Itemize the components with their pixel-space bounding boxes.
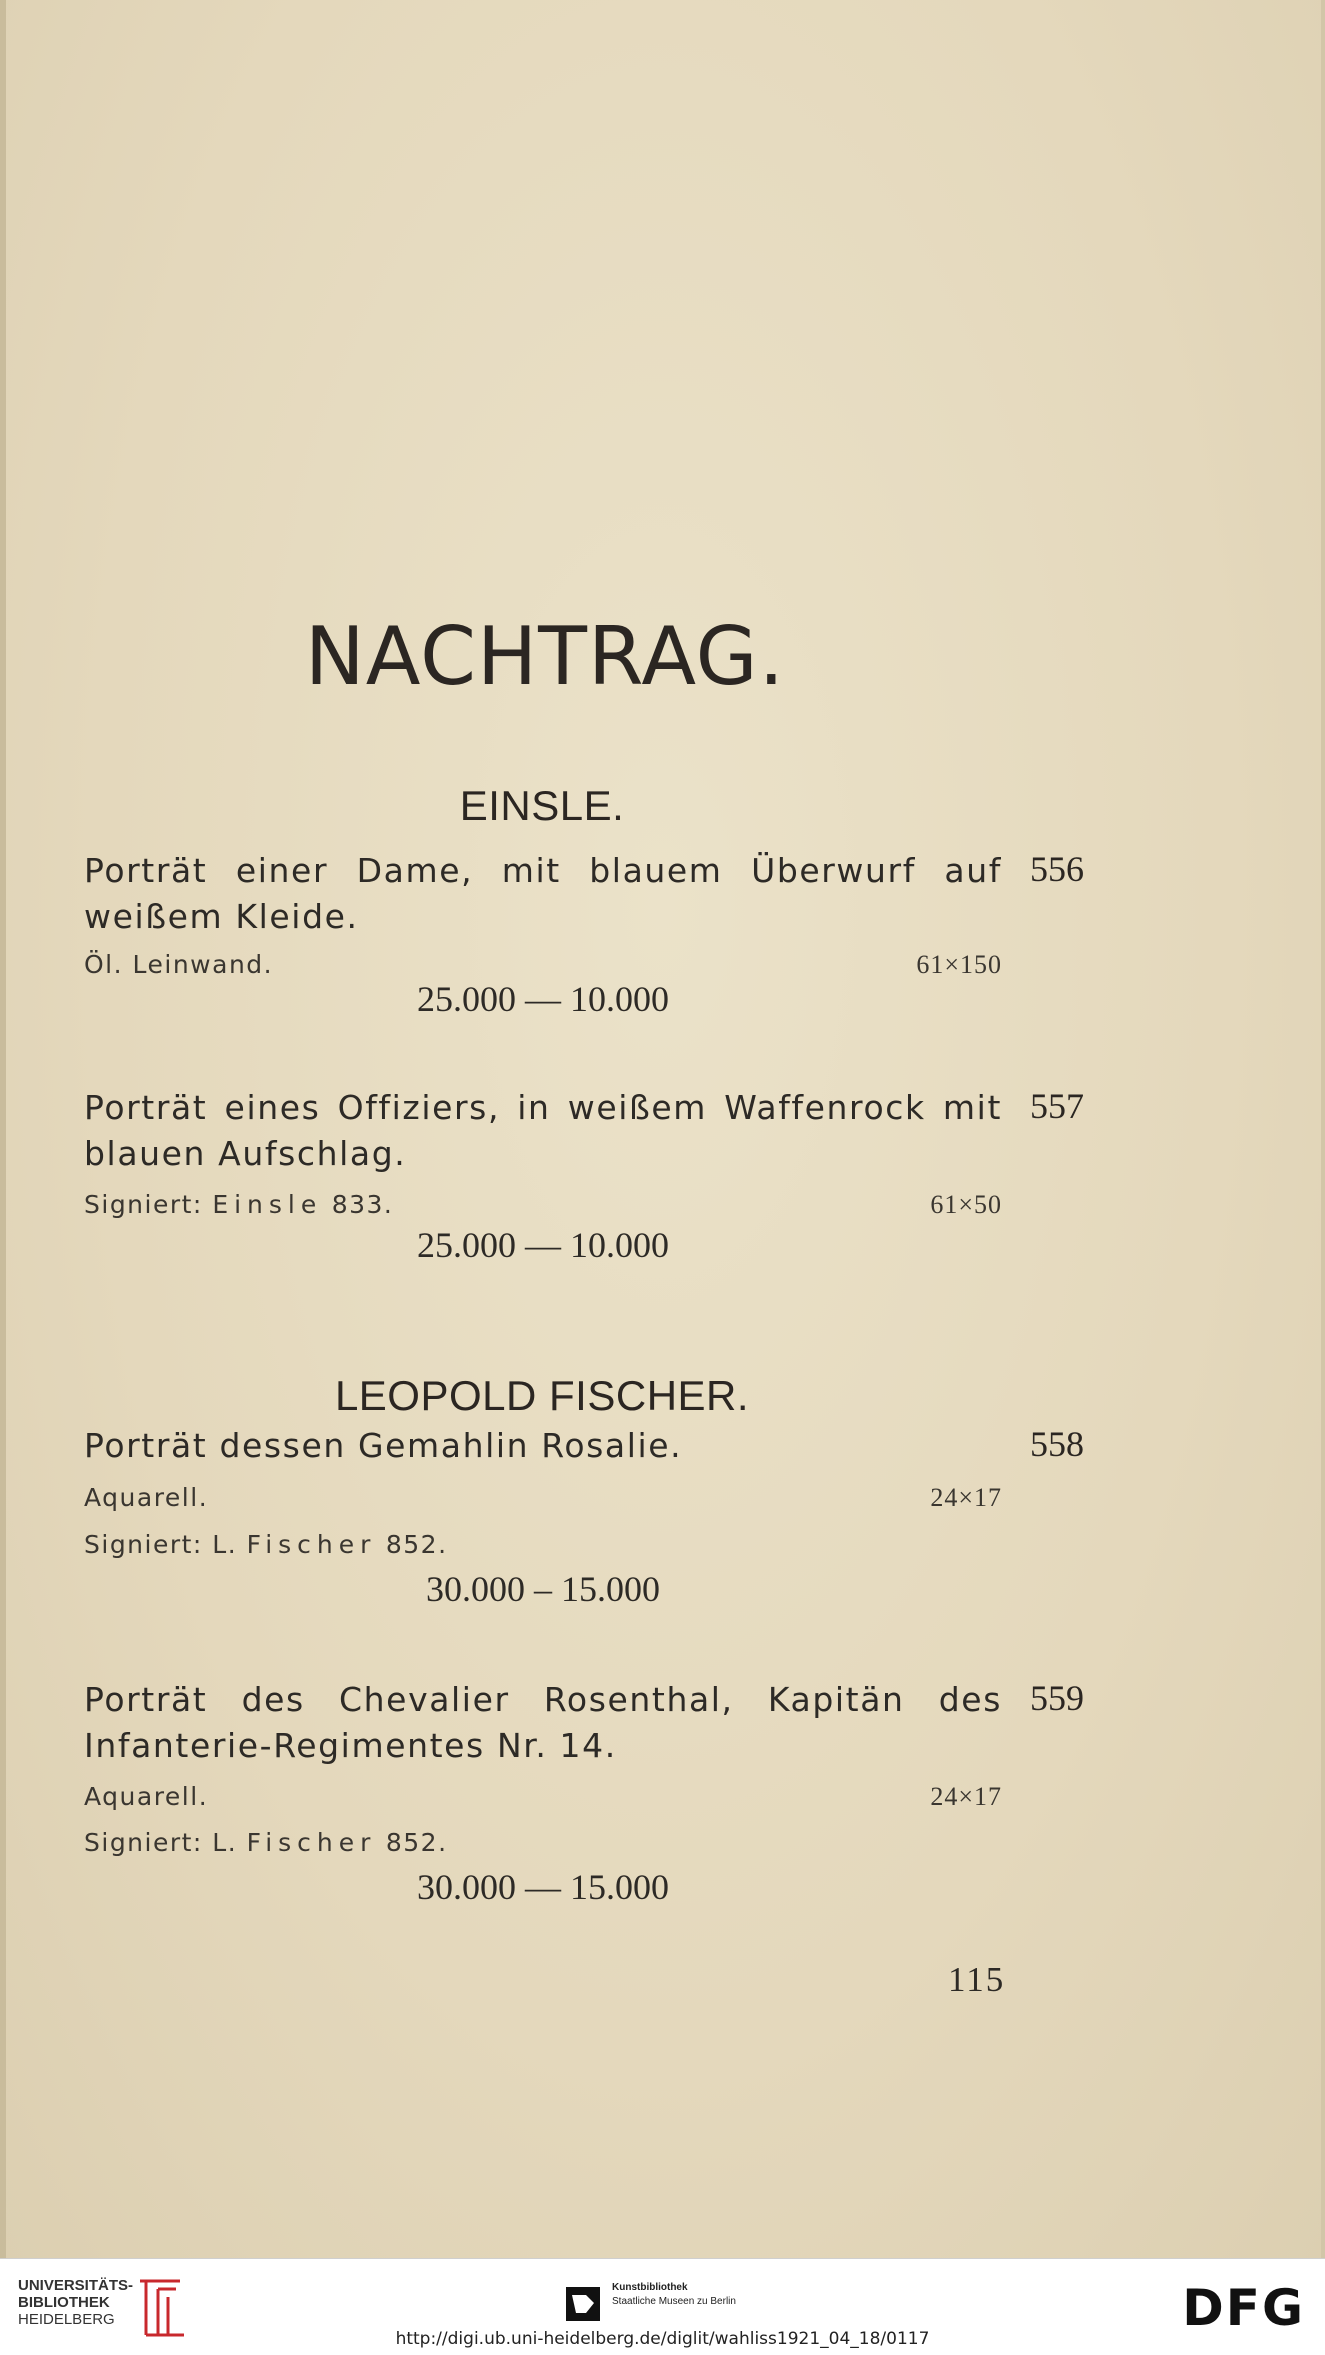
lot-558-price: 30.000 – 15.000 (426, 1569, 660, 1609)
kunstbibliothek-logo-icon[interactable] (566, 2287, 600, 2326)
page-edge-left (0, 0, 6, 2258)
lot-557-description (84, 1085, 1002, 1177)
lot-556-description (84, 848, 1002, 940)
lot-559-price: 30.000 — 15.000 (417, 1867, 669, 1907)
lot-557-desc-line1: Porträt eines Offiziers, in weißem Waffenrock mit (84, 1088, 1002, 1127)
lot-557-size: 61×50 (930, 1190, 1002, 1219)
lot-557-signed-name: Einsle (212, 1190, 323, 1219)
lot-559-description (84, 1677, 1002, 1769)
lot-558-description (84, 1423, 1002, 1469)
page-number: 115 (948, 1960, 1006, 1999)
lot-number-556: 556 (1030, 849, 1084, 889)
lot-559-signed-name: Fischer (246, 1828, 377, 1857)
lot-558-signed-name: Fischer (246, 1530, 377, 1559)
lot-556-technique-row (84, 950, 1002, 979)
lot-557-signed-label: Signiert: (84, 1190, 203, 1219)
lot-557-signed-year: 833. (331, 1190, 394, 1219)
lot-556-desc-line1: Porträt einer Dame, mit blauem Überwurf auf (84, 851, 1002, 890)
lot-558-desc-line1: Porträt dessen Gemahlin Rosalie. (84, 1426, 683, 1465)
dfg-logo[interactable]: DFG (1182, 2279, 1305, 2337)
lot-556-desc-line2: weißem Kleide. (84, 897, 359, 936)
ub-line2: BIBLIOTHEK (18, 2294, 110, 2311)
ub-line1: UNIVERSITÄTS- (18, 2277, 134, 2294)
page-title: NACHTRAG. (304, 610, 786, 703)
lot-558-technique-row (84, 1483, 1002, 1512)
lot-559-signature-row (84, 1828, 1002, 1857)
lot-559-signed-year: 852. (385, 1828, 448, 1857)
lot-557-signature-row (84, 1190, 1002, 1219)
lot-number-558: 558 (1030, 1424, 1084, 1464)
lot-557-desc-line2: blauen Aufschlag. (84, 1134, 407, 1173)
ub-heidelberg-logo-text[interactable] (18, 2277, 133, 2328)
ub-line3: HEIDELBERG (18, 2311, 115, 2328)
lot-556-technique: Öl. Leinwand. (84, 950, 274, 979)
kunstbibliothek-logo-text[interactable] (612, 2281, 736, 2309)
kb-line2: Staatliche Museen zu Berlin (612, 2296, 736, 2307)
artist-heading-leopold-fischer: LEOPOLD FISCHER. (334, 1372, 750, 1419)
lot-556-price: 25.000 — 10.000 (417, 979, 669, 1019)
lot-557-price: 25.000 — 10.000 (417, 1225, 669, 1265)
lot-number-557: 557 (1030, 1086, 1084, 1126)
lot-558-signed-label: Signiert: L. (84, 1530, 238, 1559)
lot-559-signed-label: Signiert: L. (84, 1828, 238, 1857)
artist-heading-einsle: EINSLE. (459, 782, 625, 829)
lot-559-size: 24×17 (930, 1782, 1002, 1811)
lot-number-559: 559 (1030, 1678, 1084, 1718)
lot-558-signature-row (84, 1530, 1002, 1559)
lot-558-technique: Aquarell. (84, 1483, 209, 1512)
page-edge-right (1321, 0, 1325, 2258)
lot-559-desc-line1: Porträt des Chevalier Rosenthal, Kapitän des (84, 1680, 1002, 1719)
lot-558-signed-year: 852. (385, 1530, 448, 1559)
lot-559-technique-row (84, 1782, 1002, 1811)
kb-line1: Kunstbibliothek (612, 2282, 688, 2293)
lot-559-desc-line2: Infanterie-Regimentes Nr. 14. (84, 1726, 617, 1765)
lot-559-technique: Aquarell. (84, 1782, 209, 1811)
source-url[interactable]: http://digi.ub.uni-heidelberg.de/diglit/wahliss1921_04_18/0117 (395, 2329, 930, 2349)
lot-558-size: 24×17 (930, 1483, 1002, 1512)
viewer-footer (0, 2258, 1325, 2355)
lot-556-size: 61×150 (916, 950, 1002, 979)
